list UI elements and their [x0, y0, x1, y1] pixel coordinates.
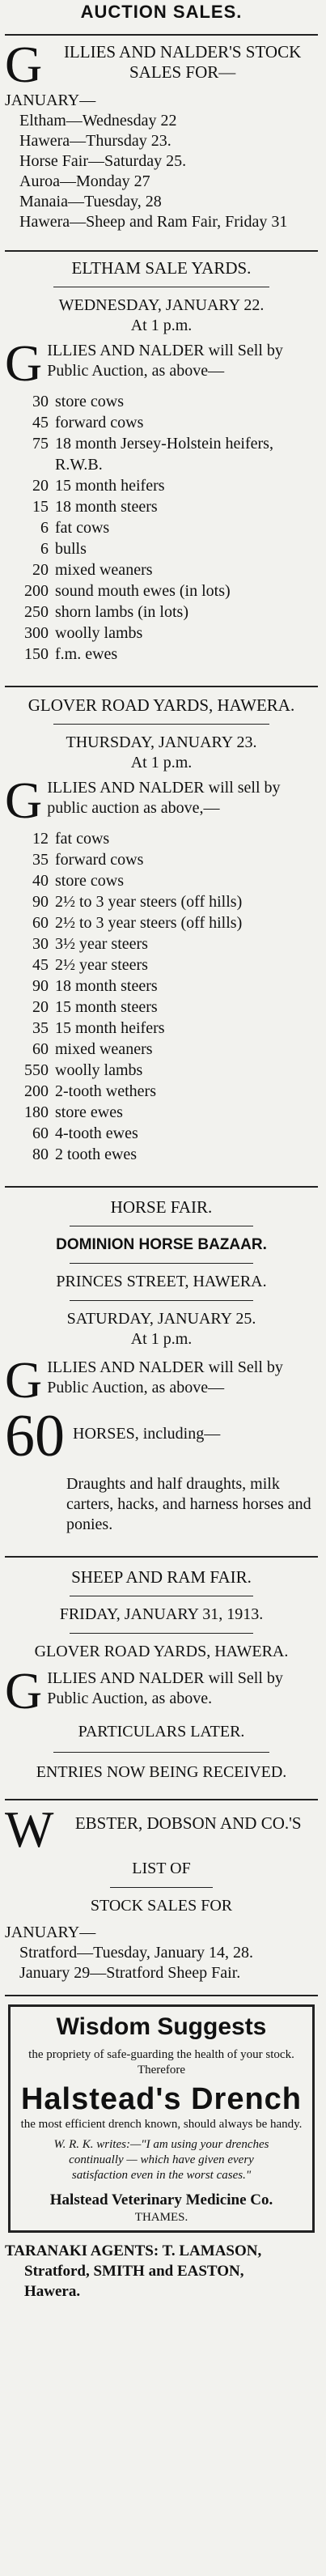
item-qty: 300: [24, 624, 49, 642]
advert-place: THAMES.: [134, 2211, 188, 2224]
list-item: [5, 1039, 318, 1060]
agents-line: Stratford, SMITH and EASTON,: [24, 2263, 244, 2280]
halstead-advert: [8, 2004, 315, 2233]
item-desc: store ewes: [55, 1103, 123, 1121]
item-qty: 6: [40, 519, 49, 537]
eltham-intro-block: [5, 341, 318, 385]
glover-date: THURSDAY, JANUARY 23.: [66, 733, 257, 751]
divider: [70, 1633, 253, 1634]
item-qty: 15: [32, 498, 49, 516]
horse-fair-intro: ILLIES AND NALDER will Sell by Public Auction, as above—: [47, 1358, 283, 1396]
item-desc: 2-tooth wethers: [55, 1082, 156, 1100]
sale-date-item: Manaia—Tuesday, 28: [19, 193, 162, 210]
eltham-stock-list: [5, 391, 318, 665]
list-item: [5, 1102, 318, 1123]
entries-received: ENTRIES NOW BEING RECEIVED.: [36, 1763, 287, 1781]
webster-line: January 29—Stratford Sheep Fair.: [19, 1964, 241, 1982]
gillies-heading: ILLIES AND NALDER'S STOCK SALES FOR—: [63, 42, 302, 82]
divider: [5, 1995, 318, 1996]
divider: [70, 1300, 253, 1301]
item-qty: 550: [24, 1061, 49, 1079]
item-desc: 18 month steers: [55, 498, 158, 516]
sale-date-item: Horse Fair—Saturday 25.: [19, 152, 187, 170]
divider: [5, 1556, 318, 1558]
item-desc: 2½ year steers: [55, 956, 148, 974]
divider: [5, 1799, 318, 1800]
horse-fair-intro-block: [5, 1358, 318, 1401]
item-qty: 60: [32, 914, 49, 932]
gillies-stock-sales: [5, 42, 318, 232]
list-item: [5, 933, 318, 954]
list-item: [5, 912, 318, 933]
drop-cap: G: [5, 1358, 43, 1401]
glover-stock-list: [5, 828, 318, 1165]
sheep-fair-intro-block: [5, 1668, 318, 1712]
list-item: [5, 623, 318, 644]
item-qty: 6: [40, 540, 49, 558]
divider: [5, 1186, 318, 1188]
sheep-fair-yards: GLOVER ROAD YARDS, HAWERA.: [34, 1643, 289, 1660]
bazaar-name: DOMINION HORSE BAZAAR.: [56, 1236, 267, 1253]
item-qty: 20: [32, 998, 49, 1016]
list-item: [5, 1123, 318, 1144]
list-item: [5, 475, 318, 496]
drop-cap: G: [5, 341, 43, 385]
item-desc: 18 month Jersey-Holstein heifers, R.W.B.: [55, 435, 273, 474]
list-item: [5, 433, 318, 475]
list-item: [5, 1144, 318, 1165]
item-desc: 2½ to 3 year steers (off hills): [55, 893, 243, 911]
item-desc: 3½ year steers: [55, 935, 148, 953]
webster-heading: EBSTER, DOBSON AND CO.'S: [74, 1813, 302, 1833]
sale-date-item: Hawera—Thursday 23.: [19, 132, 171, 150]
item-qty: 35: [32, 1019, 49, 1037]
list-item: [5, 891, 318, 912]
item-qty: 20: [32, 561, 49, 579]
list-item: [5, 954, 318, 976]
item-desc: 15 month heifers: [55, 477, 165, 495]
item-desc: 2 tooth ewes: [55, 1146, 138, 1163]
list-item: [5, 1060, 318, 1081]
gillies-heading-block: [5, 42, 318, 86]
sheep-fair-title: SHEEP AND RAM FAIR.: [71, 1567, 252, 1587]
item-desc: fat cows: [55, 519, 110, 537]
item-qty: 150: [24, 645, 49, 663]
horses-label: HORSES, including—: [73, 1425, 221, 1443]
list-item: [5, 997, 318, 1018]
sale-date-item: Auroa—Monday 27: [19, 172, 150, 190]
item-desc: 15 month steers: [55, 998, 158, 1016]
webster-heading-block: [5, 1807, 318, 1851]
eltham-intro: ILLIES AND NALDER will Sell by Public Auction, as above—: [47, 342, 283, 380]
horse-detail: Draughts and half draughts, milk carters, hacks, and harness horses and ponies.: [66, 1475, 311, 1533]
advert-testimonial: W. R. K. writes:—"I am using your drenches continually — which have given every satisfaction even in the worst cases.": [53, 2138, 269, 2182]
sale-date-list: [5, 111, 318, 232]
eltham-time: At 1 p.m.: [130, 317, 193, 334]
stock-sales-for: STOCK SALES FOR: [90, 1897, 233, 1915]
item-desc: bulls: [55, 540, 87, 558]
item-qty: 80: [32, 1146, 49, 1163]
advert-line: the most efficient drench known, should always be handy.: [20, 2118, 303, 2131]
eltham-title: ELTHAM SALE YARDS.: [71, 258, 252, 278]
item-desc: forward cows: [55, 414, 144, 431]
list-of: LIST OF: [132, 1860, 191, 1877]
advert-company: Halstead Veterinary Medicine Co.: [49, 2191, 273, 2208]
divider: [5, 34, 318, 36]
list-item: [5, 391, 318, 412]
sheep-fair-intro: ILLIES AND NALDER will Sell by Public Auction, as above.: [47, 1669, 283, 1707]
item-desc: forward cows: [55, 851, 144, 869]
divider: [53, 724, 269, 725]
item-desc: 2½ to 3 year steers (off hills): [55, 914, 243, 932]
list-item: [5, 517, 318, 538]
glover-intro-block: [5, 778, 318, 822]
item-qty: 60: [32, 1040, 49, 1058]
item-desc: f.m. ewes: [55, 645, 118, 663]
webster-dobson: [5, 1807, 318, 1983]
item-desc: 18 month steers: [55, 977, 158, 995]
agents-line: Hawera.: [24, 2283, 81, 2300]
divider: [5, 250, 318, 252]
drop-cap: W: [5, 1807, 54, 1851]
sale-date-item: Hawera—Sheep and Ram Fair, Friday 31: [19, 213, 288, 231]
drop-cap: G: [5, 778, 43, 822]
item-qty: 20: [32, 477, 49, 495]
horse-fair-title: HORSE FAIR.: [110, 1197, 213, 1217]
list-item: [5, 538, 318, 559]
agents-line: TARANAKI AGENTS: T. LAMASON,: [5, 2242, 262, 2259]
list-item: [5, 1081, 318, 1102]
item-qty: 40: [32, 872, 49, 890]
item-qty: 90: [32, 977, 49, 995]
glover-intro: ILLIES AND NALDER will sell by public auction as above,—: [47, 779, 281, 817]
item-desc: 15 month heifers: [55, 1019, 165, 1037]
list-item: [5, 870, 318, 891]
item-qty: 200: [24, 582, 49, 600]
list-item: [5, 644, 318, 665]
item-desc: shorn lambs (in lots): [55, 603, 188, 621]
item-desc: sound mouth ewes (in lots): [55, 582, 231, 600]
divider: [110, 1887, 213, 1888]
horse-count: 60: [5, 1408, 65, 1464]
item-qty: 180: [24, 1103, 49, 1121]
item-desc: mixed weaners: [55, 1040, 153, 1058]
item-desc: store cows: [55, 872, 124, 890]
list-item: [5, 849, 318, 870]
glover-title: GLOVER ROAD YARDS, HAWERA.: [28, 695, 295, 715]
drop-cap: G: [5, 1668, 43, 1712]
item-qty: 12: [32, 830, 49, 848]
item-desc: fat cows: [55, 830, 110, 848]
item-qty: 30: [32, 935, 49, 953]
list-item: [5, 1018, 318, 1039]
horses-block: [5, 1408, 318, 1464]
item-desc: 4-tooth ewes: [55, 1124, 138, 1142]
list-item: [5, 580, 318, 601]
item-qty: 60: [32, 1124, 49, 1142]
divider: [70, 1263, 253, 1264]
item-qty: 30: [32, 393, 49, 410]
newspaper-column: [5, 0, 318, 2302]
divider: [5, 686, 318, 687]
list-item: [5, 496, 318, 517]
advert-line: the propriety of safe-guarding the health of your stock. Therefore: [28, 2048, 294, 2077]
drop-cap: G: [5, 42, 43, 86]
list-item: [5, 976, 318, 997]
month-label: JANUARY—: [5, 91, 96, 109]
webster-line: Stratford—Tuesday, January 14, 28.: [19, 1944, 254, 1962]
eltham-date: WEDNESDAY, JANUARY 22.: [58, 296, 265, 314]
item-qty: 45: [32, 414, 49, 431]
item-qty: 45: [32, 956, 49, 974]
section-title: AUCTION SALES.: [80, 2, 243, 22]
horse-fair-time: At 1 p.m.: [130, 1330, 193, 1348]
horse-fair-date: SATURDAY, JANUARY 25.: [66, 1310, 256, 1328]
particulars-later: PARTICULARS LATER.: [78, 1723, 245, 1741]
month-label: JANUARY—: [5, 1923, 96, 1941]
item-qty: 90: [32, 893, 49, 911]
list-item: [5, 412, 318, 433]
glover-road-sale: [5, 695, 318, 1165]
list-item: [5, 559, 318, 580]
advert-brand: Halstead's Drench: [20, 2082, 303, 2116]
eltham-sale: [5, 258, 318, 665]
taranaki-agents: [5, 2241, 318, 2302]
item-qty: 35: [32, 851, 49, 869]
advert-title: Wisdom Suggests: [56, 2013, 267, 2040]
divider: [53, 1752, 269, 1753]
horse-fair: [5, 1197, 318, 1535]
item-desc: store cows: [55, 393, 124, 410]
sheep-fair-date: FRIDAY, JANUARY 31, 1913.: [59, 1605, 264, 1623]
item-qty: 75: [32, 435, 49, 453]
bazaar-street: PRINCES STREET, HAWERA.: [56, 1273, 267, 1290]
item-desc: mixed weaners: [55, 561, 153, 579]
list-item: [5, 601, 318, 623]
list-item: [5, 828, 318, 849]
sheep-ram-fair: [5, 1567, 318, 1783]
item-desc: woolly lambs: [55, 624, 143, 642]
item-qty: 200: [24, 1082, 49, 1100]
sale-date-item: Eltham—Wednesday 22: [19, 112, 177, 130]
item-qty: 250: [24, 603, 49, 621]
glover-time: At 1 p.m.: [130, 754, 193, 772]
item-desc: woolly lambs: [55, 1061, 143, 1079]
